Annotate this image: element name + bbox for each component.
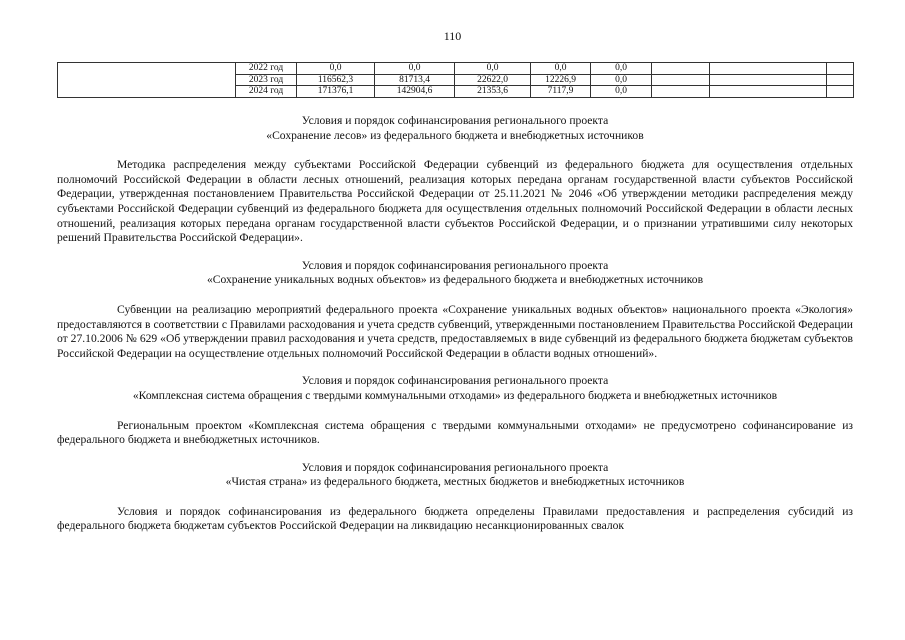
table-cell: 0,0 — [591, 63, 652, 75]
table-cell-year: 2022 год — [236, 63, 297, 75]
page-number: 110 — [443, 29, 462, 43]
section-subtitle: «Сохранение лесов» из федерального бюджета и внебюджетных источников — [266, 128, 644, 142]
document-body — [57, 114, 853, 534]
table-cell: 0,0 — [531, 63, 591, 75]
section-subtitle: «Комплексная система обращения с твердыми коммунальными отходами» из федерального бюджета и внебюджетных источников — [132, 388, 778, 402]
financing-table — [57, 62, 854, 98]
section-paragraph: Методика распределения между субъектами Российской Федерации субвенций из федерального бюджета для осуществления отдельных полномочий Российской Федерации в области лесных отношений, реализация которых передана органам государственной власти субъектов Российской Федерации, утвержденная постановлением Правительства Российской Федерации от 25.11.2021 № 2046 «Об утверждении методики распределения между субъектами Российской Федерации субвенций из федерального бюджета для осуществления отдельных полномочий Российской Федерации в области лесных отношений, реализация которых передана органам государственной власти субъектов Российской Федерации, и о признании утратившими силу некоторых решений Правительства Российской Федерации». — [57, 158, 853, 245]
table-cell-empty — [710, 63, 827, 75]
table-cell: 0,0 — [375, 63, 455, 75]
section-title: Условия и порядок софинансирования регионального проекта — [301, 460, 609, 474]
section-waste — [57, 374, 853, 447]
table-cell-empty — [827, 86, 854, 98]
table-cell-empty — [710, 86, 827, 98]
table-cell-empty — [827, 74, 854, 86]
section-title: Условия и порядок софинансирования регионального проекта — [301, 374, 609, 388]
section-subtitle: «Чистая страна» из федерального бюджета, местных бюджетов и внебюджетных источников — [225, 475, 685, 489]
table-cell-empty — [827, 63, 854, 75]
table-cell-empty — [710, 74, 827, 86]
section-forests — [57, 114, 853, 246]
table-cell-empty — [652, 63, 710, 75]
section-subtitle: «Сохранение уникальных водных объектов» из федерального бюджета и внебюджетных источников — [206, 273, 704, 287]
table-cell: 12226,9 — [531, 74, 591, 86]
section-title: Условия и порядок софинансирования регионального проекта — [301, 114, 609, 127]
table-cell-empty — [652, 74, 710, 86]
table-cell: 0,0 — [297, 63, 375, 75]
table-cell-empty — [652, 86, 710, 98]
table-cell: 116562,3 — [297, 74, 375, 86]
table-cell-spacer — [58, 63, 236, 98]
table-cell: 22622,0 — [455, 74, 531, 86]
table-cell: 171376,1 — [297, 86, 375, 98]
table-cell-year: 2024 год — [236, 86, 297, 98]
section-paragraph: Условия и порядок софинансирования из федерального бюджета определены Правилами предоставления и распределения субсидий из федерального бюджета бюджетам субъектов Российской Федерации на ликвидацию несанкционированных свалок — [57, 504, 853, 533]
table-cell: 81713,4 — [375, 74, 455, 86]
table-cell-year: 2023 год — [236, 74, 297, 86]
section-paragraph: Субвенции на реализацию мероприятий федерального проекта «Сохранение уникальных водных объектов» национального проекта «Экология» предоставляются в соответствии с Правилами расходования и учета средств субвенций, утвержденными постановлением Правительства Российской Федерации от 27.10.2006 № 629 «Об утверждении правил расходования и учета средств, предоставляемых в виде субвенций из федерального бюджета бюджетам субъектов Российской Федерации на осуществление отдельных полномочий Российской Федерации в области водных отношений». — [57, 302, 853, 360]
table-cell: 7117,9 — [531, 86, 591, 98]
table-cell: 21353,6 — [455, 86, 531, 98]
table-cell: 142904,6 — [375, 86, 455, 98]
section-clean-country — [57, 461, 853, 534]
table-cell: 0,0 — [591, 86, 652, 98]
table-row — [58, 63, 854, 75]
section-water — [57, 259, 853, 362]
section-title: Условия и порядок софинансирования регионального проекта — [301, 258, 609, 272]
section-paragraph: Региональным проектом «Комплексная система обращения с твердыми коммунальными отходами» не предусмотрено софинансирование из федерального бюджета и внебюджетных источников. — [57, 418, 853, 447]
table-cell: 0,0 — [455, 63, 531, 75]
table-cell: 0,0 — [591, 74, 652, 86]
